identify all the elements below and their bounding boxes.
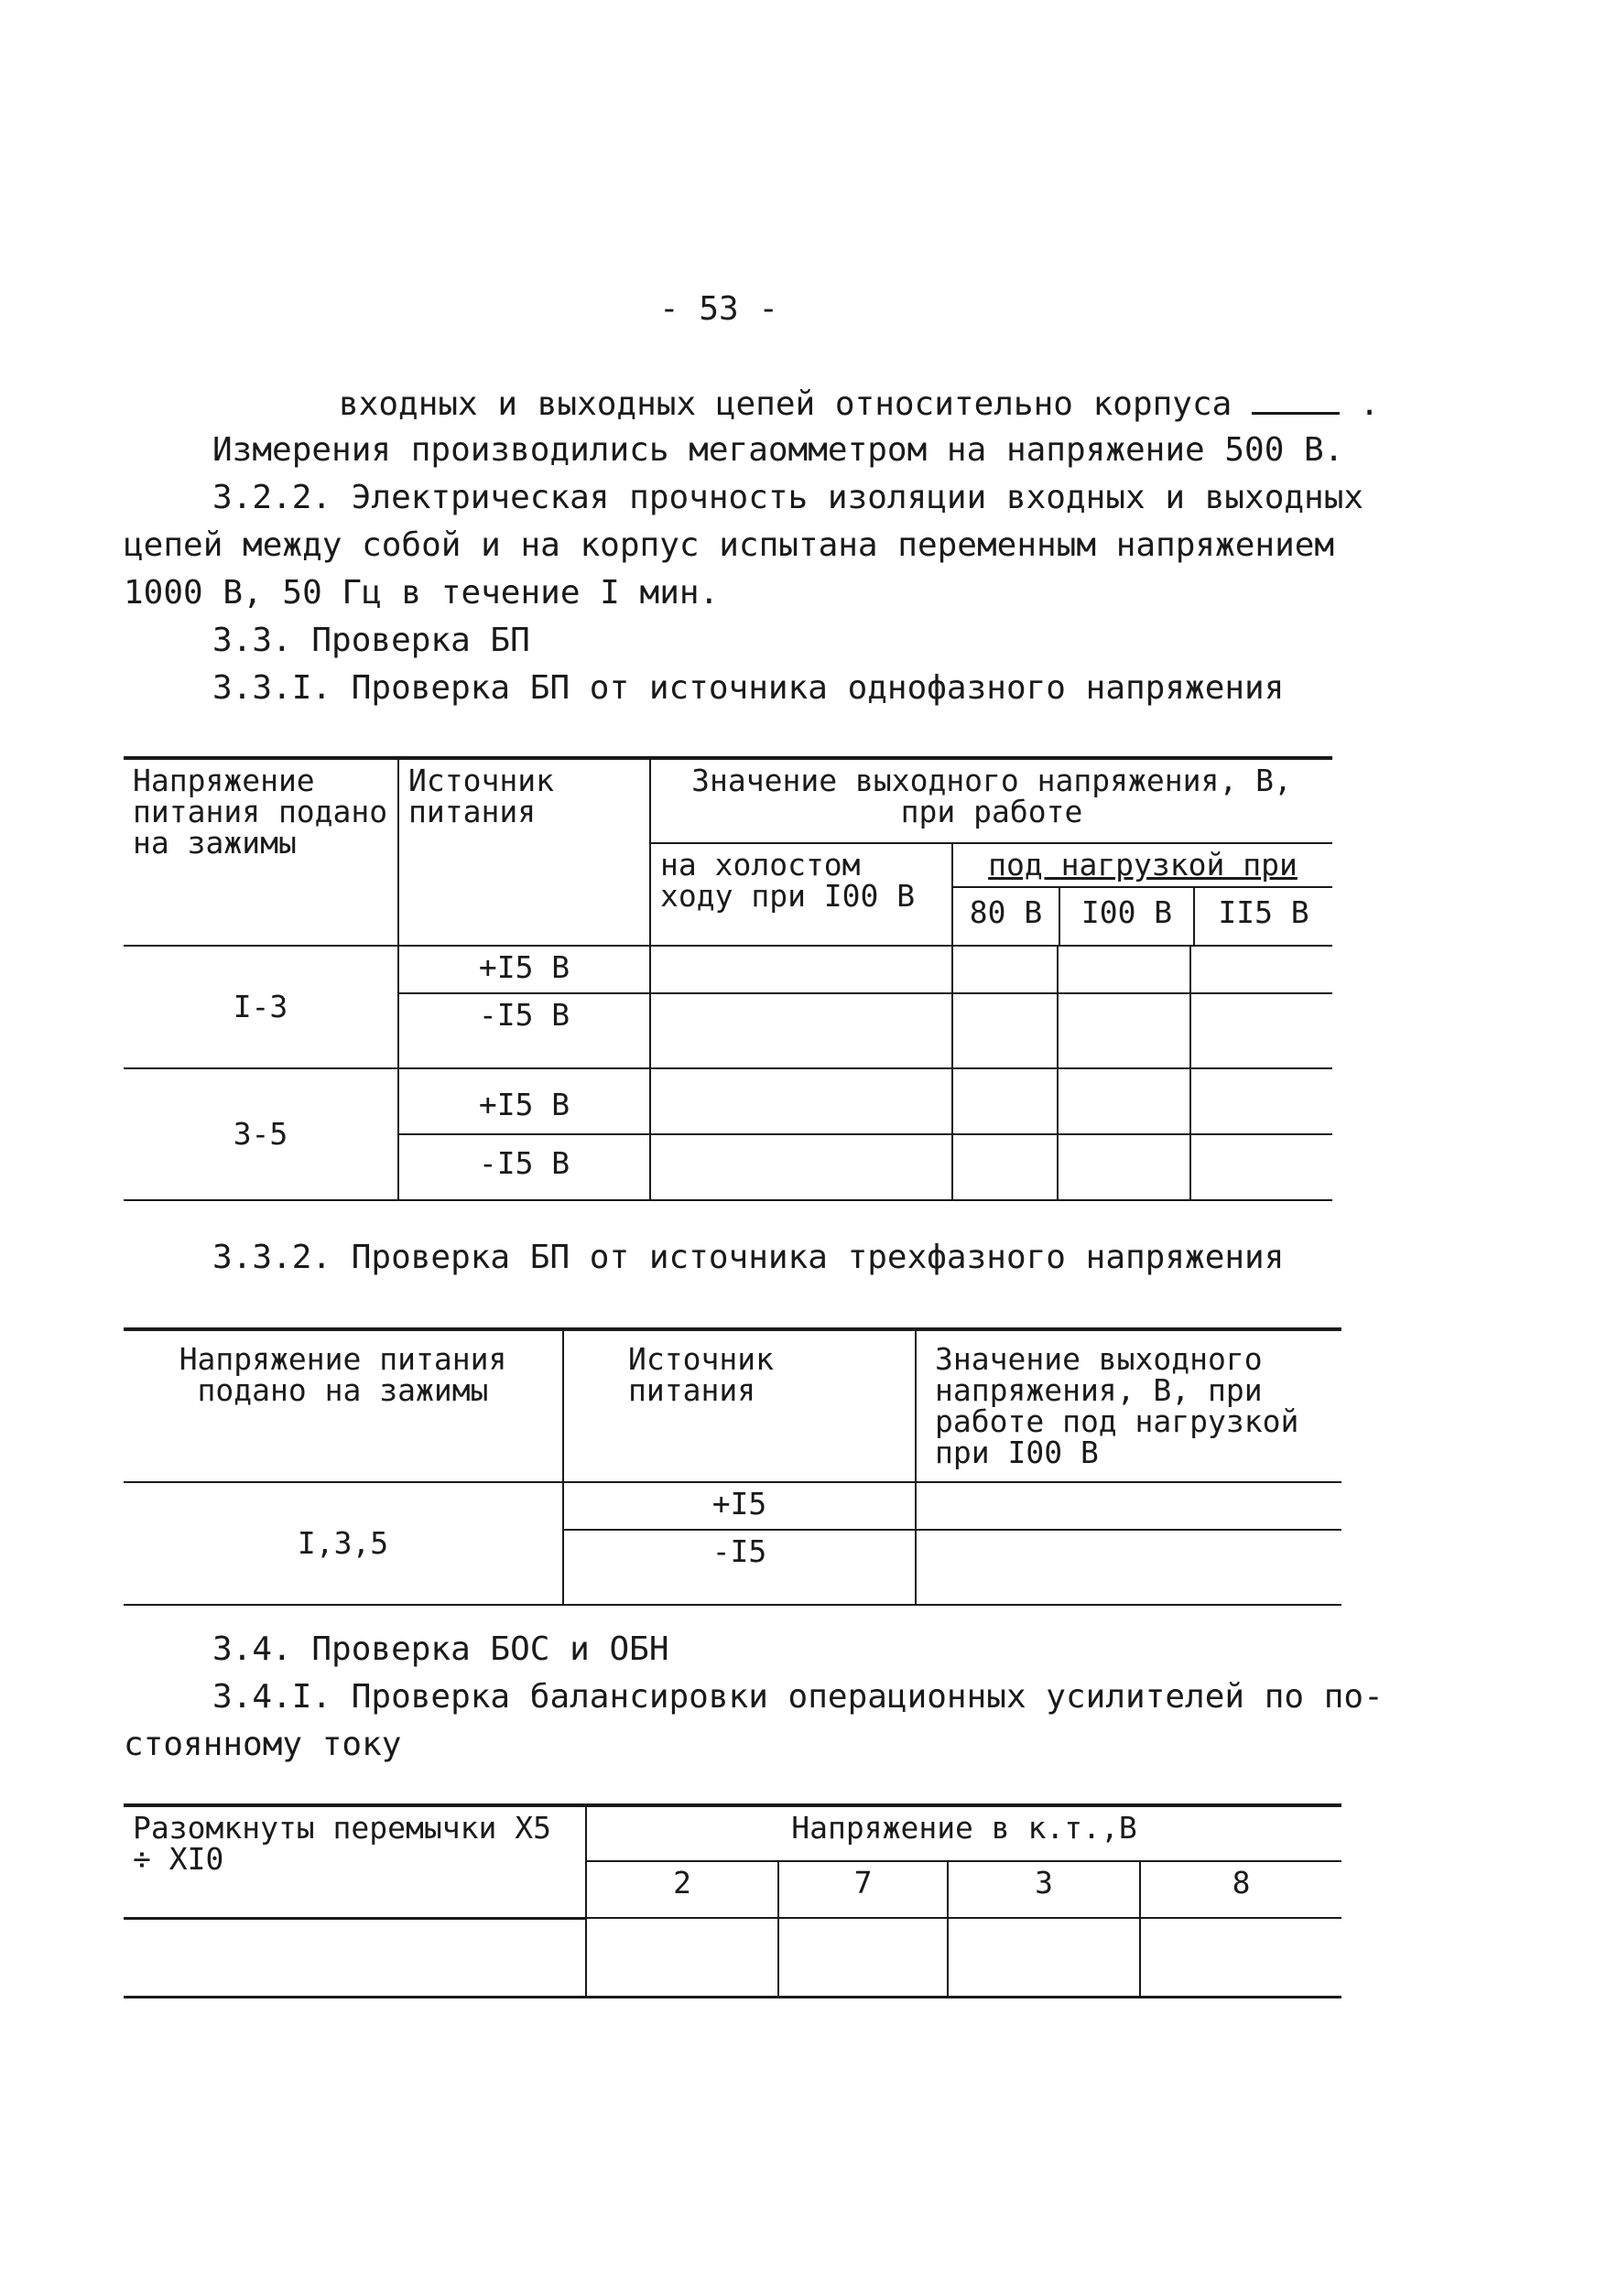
clamps-cell: I,3,5 bbox=[124, 1482, 563, 1605]
header-source: Источник питания bbox=[398, 759, 650, 946]
value-cell[interactable] bbox=[952, 993, 1058, 1068]
section-heading: 3.3. Проверка БП bbox=[212, 622, 530, 659]
value-cell[interactable] bbox=[778, 1918, 948, 1997]
value-cell[interactable] bbox=[1058, 1068, 1190, 1134]
header-clamps: Напряжение питания подано на зажимы bbox=[124, 759, 398, 946]
value-cell[interactable] bbox=[1190, 1068, 1332, 1134]
table-row bbox=[124, 946, 1332, 993]
source-cell: +I5 bbox=[563, 1482, 916, 1530]
value-cell[interactable] bbox=[1140, 1918, 1341, 1997]
header-100v: I00 В bbox=[1060, 888, 1195, 945]
section-heading: 3.3.2. Проверка БП от источника трехфазного напряжения bbox=[212, 1239, 1285, 1276]
value-cell[interactable] bbox=[952, 1134, 1058, 1200]
source-cell: -I5 В bbox=[398, 993, 650, 1068]
value-cell[interactable] bbox=[952, 946, 1058, 993]
table-row bbox=[124, 1068, 1332, 1134]
value-cell[interactable] bbox=[916, 1482, 1341, 1530]
paragraph-line: Измерения производились мегаомметром на напряжение 500 В. bbox=[212, 431, 1344, 469]
value-cell[interactable] bbox=[1058, 946, 1190, 993]
value-cell[interactable] bbox=[916, 1530, 1341, 1605]
value-cell[interactable] bbox=[650, 946, 952, 993]
value-cell[interactable] bbox=[1190, 946, 1332, 993]
table-row bbox=[124, 1918, 1341, 1997]
value-cell[interactable] bbox=[650, 1068, 952, 1134]
section-heading: 3.3.I. Проверка БП от источника однофазного напряжения bbox=[212, 669, 1285, 707]
source-cell: -I5 bbox=[563, 1530, 916, 1605]
value-cell[interactable] bbox=[650, 993, 952, 1068]
header-source: Источник питания bbox=[563, 1330, 916, 1482]
value-cell[interactable] bbox=[1190, 993, 1332, 1068]
paragraph-line bbox=[339, 384, 1379, 425]
section-heading: 3.4. Проверка БОС и ОБН bbox=[212, 1630, 669, 1668]
value-cell[interactable] bbox=[948, 1918, 1140, 1997]
value-cell[interactable] bbox=[1058, 1134, 1190, 1200]
table-row bbox=[124, 1482, 1341, 1530]
header-jumpers: Разомкнуты перемычки Х5 ÷ ХI0 bbox=[124, 1806, 586, 1918]
column-header-2: 2 bbox=[586, 1861, 778, 1918]
three-phase-table bbox=[124, 1329, 1341, 1606]
source-cell: +I5 В bbox=[398, 1068, 650, 1134]
header-output-voltage: Значение выходного напряжения, В, при работе под нагрузкой при I00 В bbox=[916, 1330, 1341, 1482]
paragraph-line: цепей между собой и на корпус испытана переменным напряжением bbox=[124, 526, 1335, 564]
clamps-cell: I-3 bbox=[124, 946, 398, 1068]
value-cell[interactable] bbox=[1058, 993, 1190, 1068]
fill-in-blank bbox=[1252, 384, 1340, 415]
source-cell: -I5 В bbox=[398, 1134, 650, 1200]
paragraph-line: 1000 В, 50 Гц в течение I мин. bbox=[124, 574, 720, 612]
header-80v: 80 В bbox=[953, 888, 1060, 945]
paragraph-text: входных и выходных цепей относительно корпуса bbox=[339, 385, 1233, 423]
source-cell: +I5 В bbox=[398, 946, 650, 993]
value-cell[interactable] bbox=[952, 1068, 1058, 1134]
balance-check-table bbox=[124, 1805, 1341, 1998]
header-clamps: Напряжение питания подано на зажимы bbox=[124, 1330, 563, 1482]
column-header-3: 3 bbox=[948, 1861, 1140, 1918]
paragraph-line: 3.2.2. Электрическая прочность изоляции входных и выходных bbox=[212, 479, 1364, 516]
paragraph-line: стоянному току bbox=[124, 1726, 402, 1763]
jumpers-cell[interactable] bbox=[124, 1918, 586, 1997]
column-header-8: 8 bbox=[1140, 1861, 1341, 1918]
paragraph-period: . bbox=[1359, 385, 1380, 423]
value-cell[interactable] bbox=[650, 1134, 952, 1200]
clamps-cell: 3-5 bbox=[124, 1068, 398, 1200]
header-load-columns bbox=[953, 888, 1332, 945]
column-header-7: 7 bbox=[778, 1861, 948, 1918]
header-voltage: Напряжение в к.т.,В bbox=[586, 1806, 1341, 1861]
value-cell[interactable] bbox=[586, 1918, 778, 1997]
page-number: - 53 - bbox=[659, 290, 779, 328]
header-115v: II5 В bbox=[1218, 894, 1309, 930]
header-load-block bbox=[952, 843, 1332, 946]
header-output-voltage: Значение выходного напряжения, В, при работе bbox=[650, 759, 1332, 843]
header-load: под нагрузкой при bbox=[953, 844, 1332, 888]
value-cell[interactable] bbox=[1190, 1134, 1332, 1200]
paragraph-line: 3.4.I. Проверка балансировки операционных усилителей по по- bbox=[212, 1678, 1384, 1716]
single-phase-table bbox=[124, 758, 1332, 1201]
header-idle: на холостом ходу при I00 В bbox=[650, 843, 952, 946]
